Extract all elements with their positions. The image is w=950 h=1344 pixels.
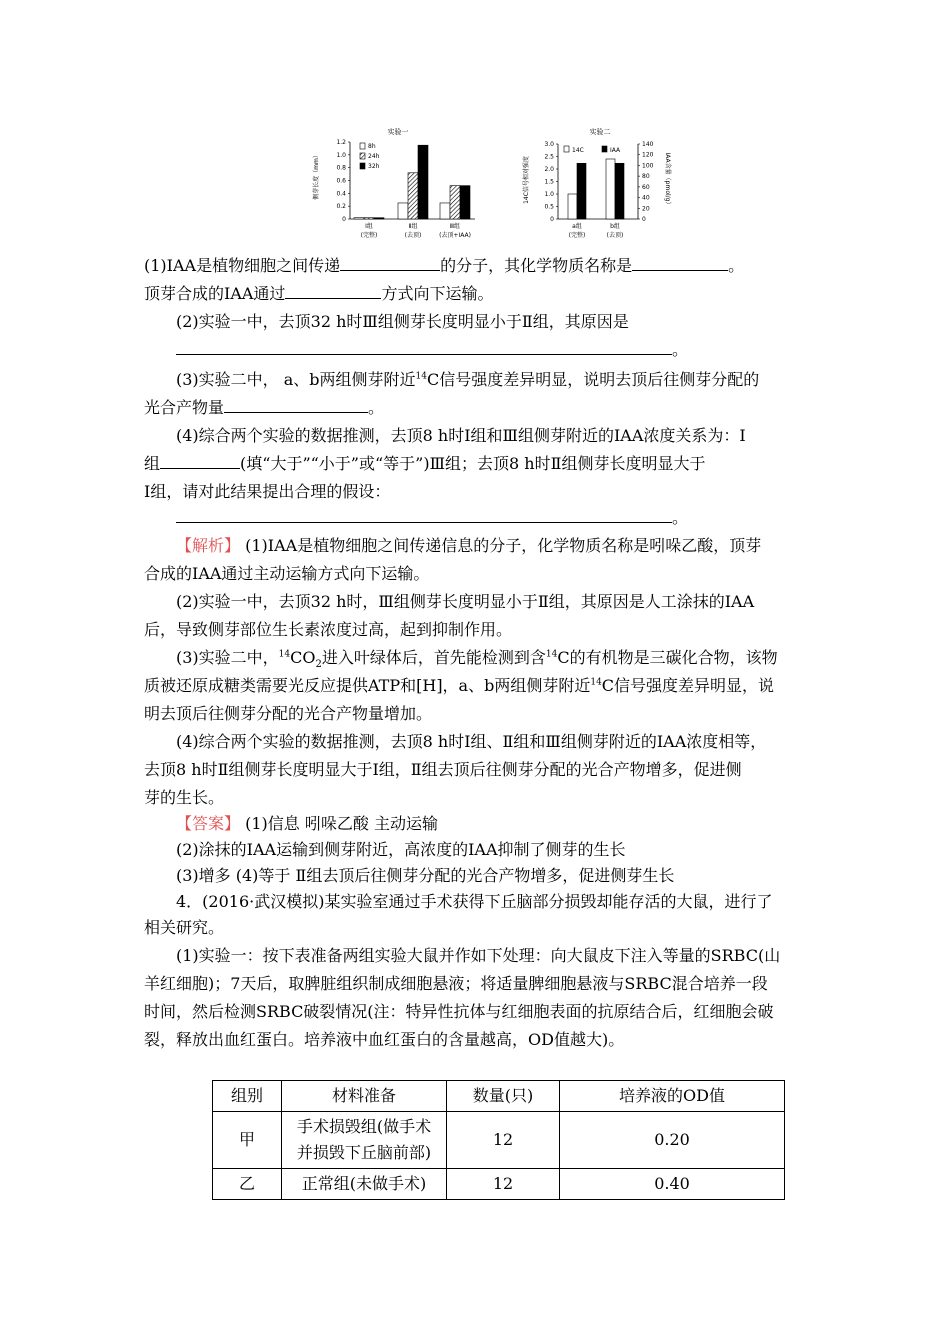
q4-line4 xyxy=(176,504,846,532)
table-cell-group: 乙 xyxy=(213,1169,282,1200)
q3-text-d: 。 xyxy=(368,398,385,417)
chart1-ytick-label: 0.6 xyxy=(336,177,346,185)
chart2-title: 实验二 xyxy=(589,128,611,136)
chart1-legend-label: 32h xyxy=(368,163,380,170)
q3-blank[interactable] xyxy=(224,396,368,413)
chart1-category-sublabel: (去顶) xyxy=(404,232,422,239)
chart1-bar xyxy=(354,218,364,219)
q1-text-b: 的分子，其化学物质名称是 xyxy=(440,256,633,275)
q4-end: 。 xyxy=(672,508,689,527)
q4-line1: (4)综合两个实验的数据推测，去顶8 h时Ⅰ组和Ⅲ组侧芽附近的IAA浓度关系为：Ⅰ xyxy=(176,426,746,445)
chart1-ytick-label: 1.2 xyxy=(336,139,346,146)
q2-end: 。 xyxy=(672,340,689,359)
table-cell-od: 0.20 xyxy=(560,1112,785,1169)
table-cell-material: 正常组(未做手术) xyxy=(282,1169,447,1200)
material-line-1: 手术损毁组(做手术 xyxy=(296,1117,432,1136)
chart2-ytick-label: 3.0 xyxy=(544,141,554,148)
q1-blank-3[interactable] xyxy=(285,282,381,299)
analysis-line5 xyxy=(176,644,846,672)
chart2-legend-label: IAA xyxy=(610,147,621,154)
q1-line1 xyxy=(144,252,814,280)
analysis-line4: 后，导致侧芽部位生长素浓度过高，起到抑制作用。 xyxy=(144,620,513,639)
q3-line1 xyxy=(176,366,846,394)
q2-line1: (2)实验一中，去顶32 h时Ⅲ组侧芽长度明显小于Ⅱ组，其原因是 xyxy=(176,312,629,331)
q5-line3: (1)实验一：按下表准备两组实验大鼠并作如下处理：向大鼠皮下注入等量的SRBC(山 xyxy=(176,946,781,965)
q4-line3: Ⅰ组，请对此结果提出合理的假设： xyxy=(144,482,391,501)
chart2-ytick-label: 2.0 xyxy=(544,166,554,173)
q4-blank-1[interactable] xyxy=(160,452,240,469)
chart2-ytick-label: 1.0 xyxy=(544,191,554,198)
q4-blank-2[interactable] xyxy=(176,506,672,523)
analysis-6a: 质被还原成糖类需要光反应提供ATP和[H]，a、b两组侧芽附近 xyxy=(144,676,591,695)
chart1-bar xyxy=(398,203,408,219)
answer-text-1: (1)信息 吲哚乙酸 主动运输 xyxy=(240,814,438,833)
analysis-5d: C的有机物是三碳化合物，该物 xyxy=(557,648,778,667)
analysis-sup14-c: 14 xyxy=(590,677,602,688)
chart2-category-label: a组 xyxy=(572,223,582,230)
chart1-legend-label: 8h xyxy=(368,143,376,150)
chart1-legend-swatch xyxy=(360,153,365,159)
table-cell-od: 0.40 xyxy=(560,1169,785,1200)
chart1-category-sublabel: (去顶+IAA) xyxy=(439,232,471,239)
chart2-category-label: b组 xyxy=(610,223,620,230)
analysis-line1 xyxy=(176,532,846,560)
answer-line2: (2)涂抹的IAA运输到侧芽附近，高浓度的IAA抑制了侧芽的生长 xyxy=(176,840,626,859)
q5-line2: 相关研究。 xyxy=(144,918,225,937)
chart2-y2tick-label: 0 xyxy=(642,216,646,223)
chart1-bar xyxy=(460,186,470,219)
chart1-ytick-label: 1.0 xyxy=(336,151,346,159)
chart1-bar xyxy=(418,145,428,219)
chart2-ylabel: 14C信号相对强度 xyxy=(523,156,530,204)
chart2-legend-swatch xyxy=(564,146,569,152)
chart1-ytick-label: 0.8 xyxy=(336,164,346,172)
chart2-ytick-label: 0 xyxy=(550,216,554,223)
q1-text-c: 。 xyxy=(728,256,745,275)
q5-line4: 羊红细胞)；7天后，取脾脏组织制成细胞悬液；将适量脾细胞悬液与SRBC混合培养一段 xyxy=(144,974,768,993)
analysis-sup14-b: 14 xyxy=(545,649,558,660)
chart2-legend-label: 14C xyxy=(572,147,584,154)
q2-line2 xyxy=(176,336,846,364)
table-header-cell: 培养液的OD值 xyxy=(560,1081,785,1112)
analysis-5c: 进入叶绿体后，首先能检测到含 xyxy=(321,648,546,667)
chart2-category-sublabel: (完整) xyxy=(568,232,586,239)
analysis-5b: CO xyxy=(290,648,316,667)
chart2-ytick-label: 1.5 xyxy=(544,178,554,186)
chart1-bar xyxy=(364,218,374,219)
analysis-line8: (4)综合两个实验的数据推测，去顶8 h时Ⅰ组、Ⅱ组和Ⅲ组侧芽附近的IAA浓度相等， xyxy=(176,732,767,751)
q4-text-b: 组 xyxy=(144,454,161,473)
q3-line2 xyxy=(144,394,814,422)
q2-blank[interactable] xyxy=(176,338,672,355)
analysis-line10: 芽的生长。 xyxy=(144,788,225,807)
q1-text-e: 方式向下运输。 xyxy=(381,284,494,303)
experiment-charts xyxy=(310,124,670,246)
table-row xyxy=(213,1169,785,1200)
chart2-y2tick-label: 20 xyxy=(642,205,650,213)
q3-sup14: 14 xyxy=(415,371,427,382)
chart1-ylabel: 侧芽长度（mm） xyxy=(313,152,320,200)
answer-line1 xyxy=(176,810,846,838)
q1-text-a: (1)IAA是植物细胞之间传递 xyxy=(144,256,341,275)
chart1-category-label: Ⅲ组 xyxy=(449,223,461,230)
chart2-bar xyxy=(615,163,624,219)
q3-text-b: C信号强度差异明显，说明去顶后往侧芽分配的 xyxy=(427,370,760,389)
table-cell-count: 12 xyxy=(447,1112,560,1169)
chart2-ylabel2: IAA含量（pmol/g） xyxy=(664,152,671,208)
chart1-bar xyxy=(450,186,460,219)
q1-line2 xyxy=(144,280,814,308)
chart2-y2tick-label: 80 xyxy=(642,173,650,181)
answer-line3: (3)增多 (4)等于 Ⅱ组去顶后往侧芽分配的光合产物增多，促进侧芽生长 xyxy=(176,866,675,885)
chart2-y2tick-label: 100 xyxy=(642,162,654,170)
q5-line5: 时间，然后检测SRBC破裂情况(注：特异性抗体与红细胞表面的抗原结合后，红细胞会破 xyxy=(144,1002,774,1021)
analysis-tag: 【解析】 xyxy=(176,536,241,555)
analysis-line3: (2)实验一中，去顶32 h时，Ⅲ组侧芽长度明显小于Ⅱ组，其原因是人工涂抹的IAA xyxy=(176,592,755,611)
chart1-category-label: Ⅰ组 xyxy=(365,223,373,230)
table-header-cell: 数量(只) xyxy=(447,1081,560,1112)
chart2-bar xyxy=(568,194,577,219)
table-header-cell: 组别 xyxy=(213,1081,282,1112)
chart1-ytick-label: 0.4 xyxy=(336,190,346,198)
chart2-bar xyxy=(606,159,615,219)
table-cell-group: 甲 xyxy=(213,1112,282,1169)
table-cell-material xyxy=(282,1112,447,1169)
analysis-line2: 合成的IAA通过主动运输方式向下运输。 xyxy=(144,564,430,583)
q4-line2 xyxy=(144,450,814,478)
chart1-bar xyxy=(440,203,450,219)
analysis-sub2: 2 xyxy=(315,659,322,671)
chart2-ytick-label: 2.5 xyxy=(544,153,554,161)
table-cell-count: 12 xyxy=(447,1169,560,1200)
analysis-sup14-a: 14 xyxy=(278,649,291,660)
chart1-ytick-label: 0.2 xyxy=(336,203,346,211)
table-header-cell: 材料准备 xyxy=(282,1081,447,1112)
experiment-table xyxy=(212,1080,785,1200)
answer-tag: 【答案】 xyxy=(176,814,241,833)
chart2-bar xyxy=(577,163,586,219)
chart1-legend-swatch xyxy=(360,163,365,169)
q1-blank-1[interactable] xyxy=(340,254,440,271)
chart2-y2tick-label: 60 xyxy=(642,183,650,191)
chart1-category-label: Ⅱ组 xyxy=(408,223,418,230)
analysis-text-1: (1)IAA是植物细胞之间传递信息的分子，化学物质名称是吲哚乙酸，顶芽 xyxy=(240,536,762,555)
q3-text-a: (3)实验二中， a、b两组侧芽附近 xyxy=(176,370,416,389)
analysis-5a: (3)实验二中， xyxy=(176,648,279,667)
table-row xyxy=(213,1112,785,1169)
chart1-bar xyxy=(408,173,418,219)
analysis-6b: C信号强度差异明显，说 xyxy=(601,676,775,695)
chart1-ytick-label: 0 xyxy=(342,216,346,223)
q4-text-c: (填“大于”“小于”或“等于”)Ⅲ组；去顶8 h时Ⅱ组侧芽长度明显大于 xyxy=(240,454,706,473)
q1-blank-2[interactable] xyxy=(632,254,728,271)
analysis-line9: 去顶8 h时Ⅱ组侧芽长度明显大于Ⅰ组，Ⅱ组去顶后往侧芽分配的光合产物增多，促进侧 xyxy=(144,760,742,779)
chart2-legend-swatch xyxy=(602,146,607,152)
chart2-ytick-label: 0.5 xyxy=(544,203,554,211)
q1-text-d: 顶芽合成的IAA通过 xyxy=(144,284,286,303)
q5-line1: 4．(2016·武汉模拟)某实验室通过手术获得下丘脑部分损毁却能存活的大鼠，进行了 xyxy=(176,892,773,911)
chart-experiment-1 xyxy=(312,127,475,239)
material-line-2: 并损毁下丘脑前部) xyxy=(296,1143,432,1162)
chart1-legend-swatch xyxy=(360,143,365,149)
table-header-row xyxy=(213,1081,785,1112)
chart2-y2tick-label: 120 xyxy=(642,151,654,159)
chart1-category-sublabel: (完整) xyxy=(360,232,378,239)
analysis-line7: 明去顶后往侧芽分配的光合产物量增加。 xyxy=(144,704,433,723)
chart-experiment-2 xyxy=(522,127,672,239)
chart1-title: 实验一 xyxy=(387,128,409,136)
chart2-category-sublabel: (去顶) xyxy=(606,232,624,239)
chart1-bar xyxy=(374,218,384,219)
chart2-y2tick-label: 140 xyxy=(642,141,654,148)
chart2-y2tick-label: 40 xyxy=(642,194,650,202)
chart1-legend-label: 24h xyxy=(368,153,380,160)
q5-line6: 裂，释放出血红蛋白。培养液中血红蛋白的含量越高，OD值越大)。 xyxy=(144,1030,625,1049)
analysis-line6 xyxy=(144,672,814,700)
q3-text-c: 光合产物量 xyxy=(144,398,225,417)
